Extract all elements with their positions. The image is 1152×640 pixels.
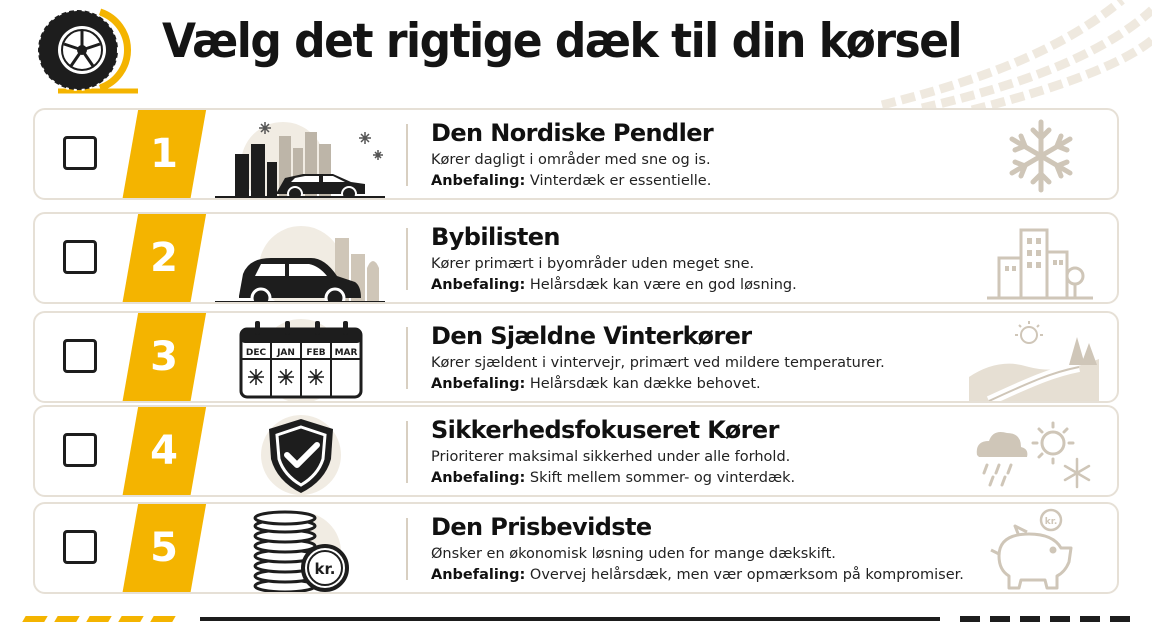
checkbox[interactable]: [63, 530, 97, 564]
row-number: 3: [150, 334, 178, 380]
coin-label: kr.: [1044, 517, 1058, 527]
car-city-illustration: [215, 218, 385, 302]
row-description: Kører primært i byområder uden meget sne.: [431, 256, 755, 272]
checkbox[interactable]: [63, 136, 97, 170]
row-recommendation: Anbefaling: Helårsdæk kan være en god løsning.: [431, 277, 797, 293]
row-number: 4: [150, 428, 178, 474]
row-description: Kører sjældent i vintervejr, primært ved mildere temperaturer.: [431, 355, 885, 371]
checkbox[interactable]: [63, 433, 97, 467]
row-title: Den Nordiske Pendler: [431, 119, 714, 147]
row-title: Den Sjældne Vinterkører: [431, 322, 752, 350]
row-title: Sikkerhedsfokuseret Kører: [431, 416, 779, 444]
footer-stripes: [0, 612, 1152, 626]
page-title: Vælg det rigtige dæk til din kørsel: [162, 14, 962, 70]
row-description: Prioriterer maksimal sikkerhed under alle forhold.: [431, 449, 791, 465]
row-title: Bybilisten: [431, 223, 560, 251]
row-description: Ønsker en økonomisk løsning uden for mange dækskift.: [431, 546, 836, 562]
calendar-month: DEC: [245, 348, 267, 358]
calendar-month: JAN: [277, 348, 295, 358]
calendar-illustration: [215, 317, 385, 401]
list-item[interactable]: [33, 502, 1119, 594]
calendar-month: FEB: [306, 348, 326, 358]
row-title: Den Prisbevidste: [431, 513, 652, 541]
checkbox[interactable]: [63, 339, 97, 373]
row-description: Kører dagligt i områder med sne og is.: [431, 152, 711, 168]
tire-icon: [30, 8, 140, 94]
row-recommendation: Anbefaling: Vinterdæk er essentielle.: [431, 173, 712, 189]
list-item[interactable]: [33, 108, 1119, 200]
row-recommendation: Anbefaling: Helårsdæk kan dække behovet.: [431, 376, 761, 392]
winding-road-icon: [969, 317, 1099, 401]
row-recommendation: Anbefaling: Overvej helårsdæk, men vær opmærksom på kompromiser.: [431, 567, 964, 583]
coins-illustration: [215, 508, 385, 592]
tire-tracks-decoration: [862, 0, 1152, 110]
row-number: 2: [150, 235, 178, 281]
checkbox[interactable]: [63, 240, 97, 274]
piggy-bank-icon: [969, 508, 1099, 592]
snowflake-icon: [969, 114, 1099, 198]
list-item[interactable]: [33, 212, 1119, 304]
coin-label: kr.: [314, 560, 336, 578]
shield-check-illustration: [215, 411, 385, 495]
city-buildings-icon: [969, 218, 1099, 302]
row-recommendation: Anbefaling: Skift mellem sommer- og vinterdæk.: [431, 470, 796, 486]
row-number: 5: [150, 525, 178, 571]
list-item[interactable]: [33, 405, 1119, 497]
city-car-snow-illustration: [215, 114, 385, 198]
list-item[interactable]: [33, 311, 1119, 403]
calendar-month: MAR: [334, 348, 358, 358]
weather-icon: [969, 411, 1099, 495]
row-number: 1: [150, 131, 178, 177]
